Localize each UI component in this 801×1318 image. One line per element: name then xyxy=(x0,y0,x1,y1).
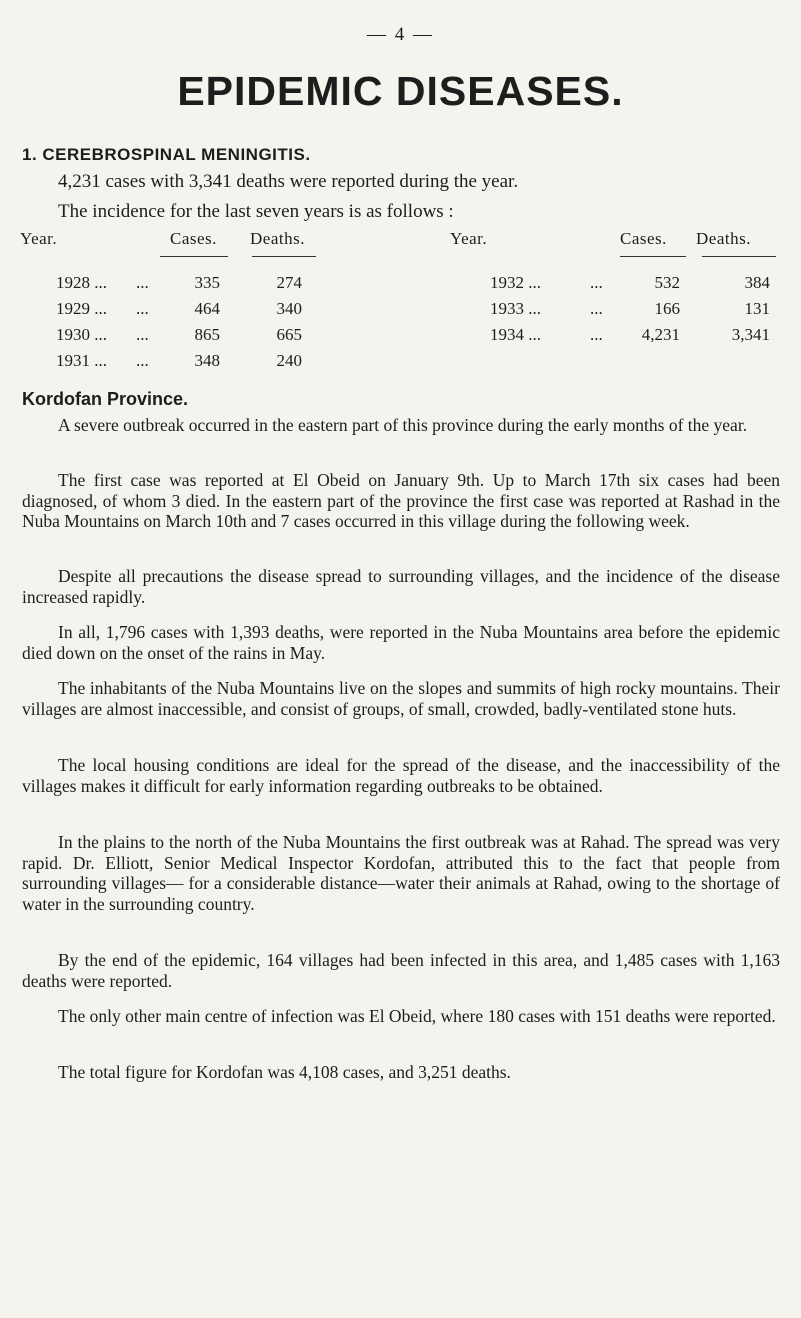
table-cell-cases: 532 xyxy=(654,273,680,292)
table-cell-cases: 4,231 xyxy=(641,325,680,344)
incidence-table xyxy=(20,229,780,414)
table-cell-dots: ... xyxy=(136,351,149,370)
rule-cases-left xyxy=(160,256,228,257)
table-cell-cases: 865 xyxy=(194,325,220,344)
paragraph: In all, 1,796 cases with 1,393 deaths, were reported in the Nuba Mountains area before the epidemic died down on the onset of the rains in May. xyxy=(22,622,780,663)
table-cell-dots: ... xyxy=(590,299,603,318)
table-cell-year: 1931 ... xyxy=(56,351,107,370)
table-cell-deaths: 131 xyxy=(744,299,770,318)
page-number: — 4 — xyxy=(367,24,434,45)
table-cell-dots: ... xyxy=(136,299,149,318)
header-cases-left: Cases. xyxy=(170,229,217,248)
paragraph: The inhabitants of the Nuba Mountains live on the slopes and summits of high rocky mountains. Their villages are almost inaccessible, and consist of groups, of small, crowded, badly-ventilated stone huts. xyxy=(22,678,780,719)
table-cell-dots: ... xyxy=(590,325,603,344)
table-cell-deaths: 384 xyxy=(744,273,770,292)
paragraph: The first case was reported at El Obeid on January 9th. Up to March 17th six cases had been diagnosed, of whom 3 died. In the eastern part of the province the first case was reported at Rashad in the Nuba Mountains on March 10th and 7 cases occurred in this village during the following week. xyxy=(22,470,780,531)
table-cell-deaths: 274 xyxy=(276,273,302,292)
table-cell-deaths: 240 xyxy=(276,351,302,370)
table-cell-dots: ... xyxy=(136,325,149,344)
header-deaths-left: Deaths. xyxy=(250,229,305,248)
header-deaths-right: Deaths. xyxy=(696,229,751,248)
incidence-line: The incidence for the last seven years is as follows : xyxy=(58,201,454,222)
table-cell-cases: 166 xyxy=(654,299,680,318)
paragraph: Despite all precautions the disease spread to surrounding villages, and the incidence of the disease increased rapidly. xyxy=(22,566,780,607)
table-cell-year: 1934 ... xyxy=(490,325,541,344)
table-cell-year: 1928 ... xyxy=(56,273,107,292)
table-cell-dots: ... xyxy=(590,273,603,292)
paragraph: By the end of the epidemic, 164 villages had been infected in this area, and 1,485 cases with 1,163 deaths were reported. xyxy=(22,950,780,991)
paragraph: The only other main centre of infection was El Obeid, where 180 cases with 151 deaths were reported. xyxy=(58,1006,776,1026)
kordofan-heading: Kordofan Province. xyxy=(22,389,189,409)
header-year-right: Year. xyxy=(450,229,488,248)
table-cell-deaths: 665 xyxy=(276,325,302,344)
table-cell-year: 1933 ... xyxy=(490,299,541,318)
table-cell-year: 1932 ... xyxy=(490,273,541,292)
paragraph: The total figure for Kordofan was 4,108 cases, and 3,251 deaths. xyxy=(58,1062,511,1082)
table-cell-deaths: 340 xyxy=(276,299,302,318)
paragraph: The local housing conditions are ideal for the spread of the disease, and the inaccessibility of the villages makes it difficult for early information regarding outbreaks to be obtained. xyxy=(22,755,780,796)
table-cell-cases: 335 xyxy=(194,273,220,292)
rule-deaths-left xyxy=(252,256,316,257)
rule-cases-right xyxy=(620,256,686,257)
table-cell-cases: 464 xyxy=(194,299,220,318)
rule-deaths-right xyxy=(702,256,776,257)
table-cell-dots: ... xyxy=(136,273,149,292)
table-cell-year: 1929 ... xyxy=(56,299,107,318)
header-cases-right: Cases. xyxy=(620,229,667,248)
table-cell-deaths: 3,341 xyxy=(731,325,770,344)
table-cell-cases: 348 xyxy=(194,351,220,370)
section-heading: 1. CEREBROSPINAL MENINGITIS. xyxy=(22,145,311,164)
paragraph: In the plains to the north of the Nuba Mountains the first outbreak was at Rahad. The spread was very rapid. Dr. Elliott, Senior Medical Inspector Kordofan, attributed this to the fact that people from surrounding villages— for a considerable distance—water their animals at Rahad, owing to the shortage of water in the surrounding country. xyxy=(22,832,780,914)
header-year-left: Year. xyxy=(20,229,58,248)
page-title: EPIDEMIC DISEASES. xyxy=(177,68,624,114)
paragraph: A severe outbreak occurred in the eastern part of this province during the early months of the year. xyxy=(58,415,748,435)
section-intro: 4,231 cases with 3,341 deaths were reported during the year. xyxy=(58,171,519,192)
table-cell-year: 1930 ... xyxy=(56,325,107,344)
